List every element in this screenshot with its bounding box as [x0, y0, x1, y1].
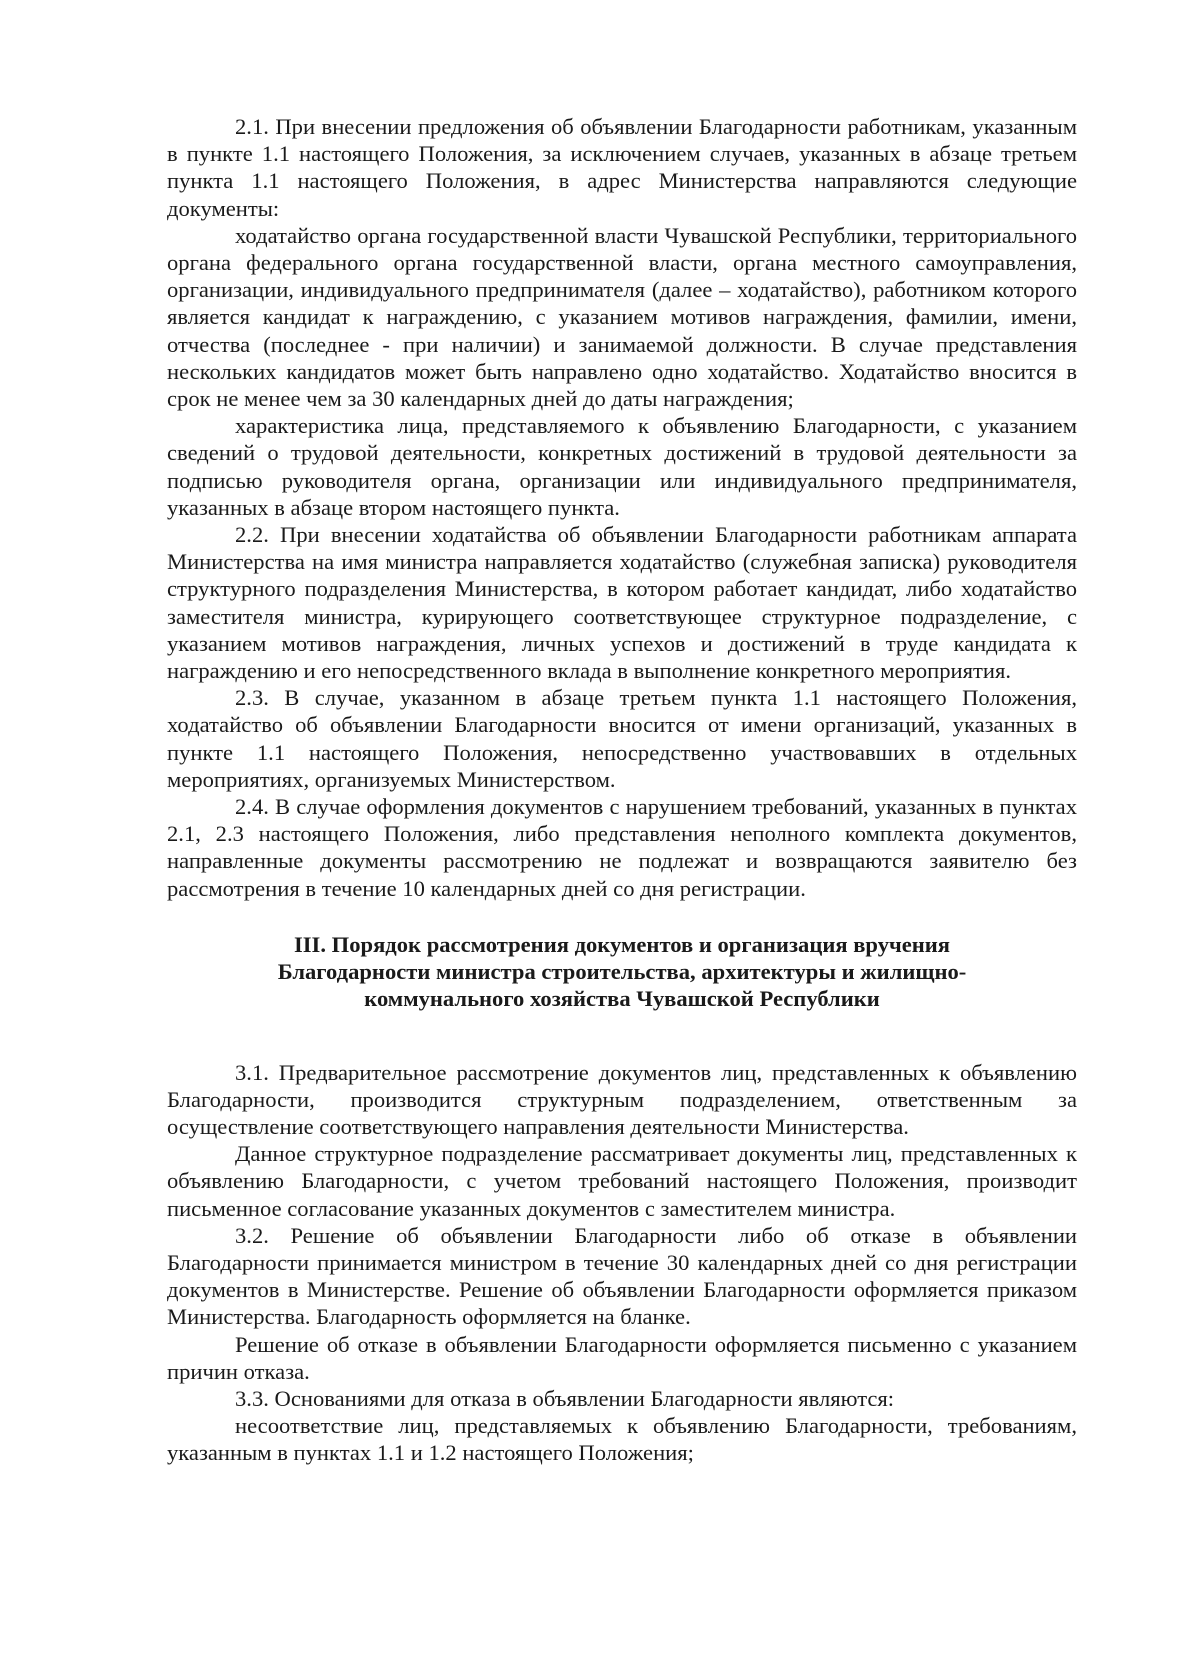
section-3-heading-line: коммунального хозяйства Чувашской Республики [364, 986, 880, 1012]
paragraph-3-1-approval: Данное структурное подразделение рассматривает документы лиц, представленных к объявлению Благодарности, с учетом требований настоящего Положения, производит письменное согласование указанных документов с заместителем министра. [167, 1141, 1077, 1221]
paragraph-3-2-refusal: Решение об отказе в объявлении Благодарности оформляется письменно с указанием причин отказа. [167, 1331, 1077, 1384]
paragraph-2-1-petition: ходатайство органа государственной власти Чувашской Республики, территориального органа федерального органа государственной власти, органа местного самоуправления, организации, индивидуального предпринимателя (далее – ходатайство), работником которого является кандидат к награждению, с указанием мотивов награждения, фамилии, имени, отчества (последнее - при наличии) и занимаемой должности. В случае представления нескольких кандидатов может быть направлено одно ходатайство. Ходатайство вносится в срок не менее чем за 30 календарных дней до даты награждения; [167, 222, 1077, 412]
paragraph-3-1: 3.1. Предварительное рассмотрение документов лиц, представленных к объявлению Благодарности, производится структурным подразделением, ответственным за осуществление соответствующего направления деятельности Министерства. [167, 1059, 1077, 1139]
paragraph-2-1-characteristic: характеристика лица, представляемого к объявлению Благодарности, с указанием сведений о трудовой деятельности, конкретных достижений в трудовой деятельности за подписью руководителя органа, организации или индивидуального предпринимателя, указанных в абзаце втором настоящего пункта. [167, 413, 1077, 520]
section-3-heading [167, 931, 1077, 1013]
paragraph-2-2: 2.2. При внесении ходатайства об объявлении Благодарности работникам аппарата Министерства на имя министра направляется ходатайство (служебная записка) руководителя структурного подразделения Министерства, в котором работает кандидат, либо ходатайство заместителя министра, курирующего соответствующее структурное подразделение, с указанием мотивов награждения, личных успехов и достижений в труде кандидата к награждению и его непосредственного вклада в выполнение конкретного мероприятия. [167, 522, 1077, 684]
document-body [167, 113, 1077, 1467]
paragraph-3-3-ground-1: несоответствие лиц, представляемых к объявлению Благодарности, требованиям, указанным в пунктах 1.1 и 1.2 настоящего Положения; [167, 1413, 1077, 1466]
section-3-heading-line: III. Порядок рассмотрения документов и организация вручения [293, 931, 951, 957]
section-3-heading-line: Благодарности министра строительства, архитектуры и жилищно- [277, 959, 967, 985]
paragraph-2-3: 2.3. В случае, указанном в абзаце третьем пункта 1.1 настоящего Положения, ходатайство об объявлении Благодарности вносится от имени организаций, указанных в пункте 1.1 настоящего Положения, непосредственно участвовавших в отдельных мероприятиях, организуемых Министерством. [167, 685, 1077, 792]
paragraph-2-1: 2.1. При внесении предложения об объявлении Благодарности работникам, указанным в пункте 1.1 настоящего Положения, за исключением случаев, указанных в абзаце третьем пункта 1.1 настоящего Положения, в адрес Министерства направляются следующие документы: [167, 114, 1077, 221]
paragraph-3-2: 3.2. Решение об объявлении Благодарности либо об отказе в объявлении Благодарности принимается министром в течение 30 календарных дней со дня регистрации документов в Министерстве. Решение об объявлении Благодарности оформляется приказом Министерства. Благодарность оформляется на бланке. [167, 1222, 1077, 1330]
paragraph-2-4: 2.4. В случае оформления документов с нарушением требований, указанных в пунктах 2.1, 2.3 настоящего Положения, либо представления неполного комплекта документов, направленные документы рассмотрению не подлежат и возвращаются заявителю без рассмотрения в течение 10 календарных дней со дня регистрации. [167, 794, 1077, 901]
paragraph-3-3: 3.3. Основаниями для отказа в объявлении Благодарности являются: [235, 1385, 895, 1411]
